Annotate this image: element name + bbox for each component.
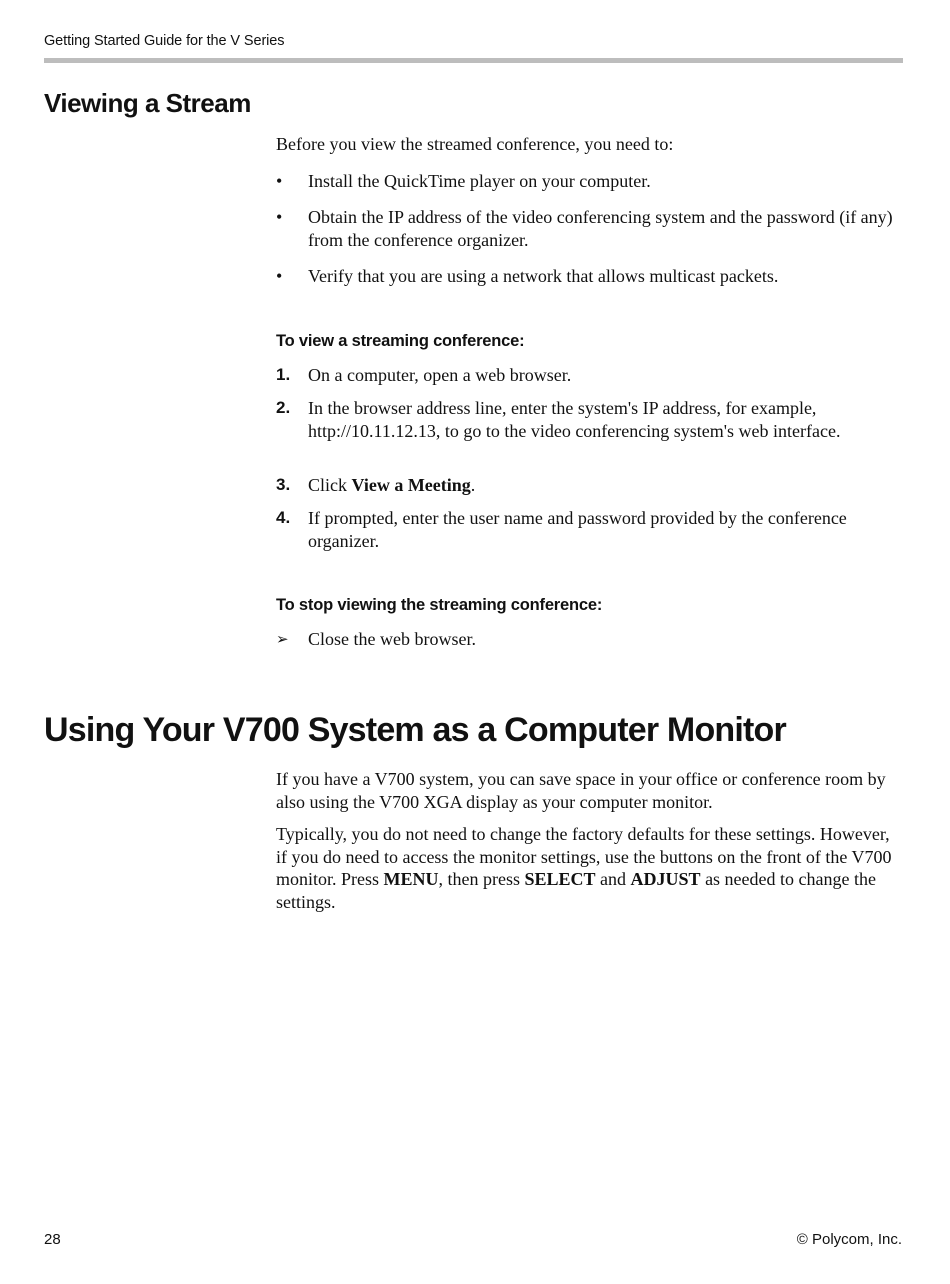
step-text: In the browser address line, enter the system's IP address, for example, http://10.11.12.13, to go to the video conferencing system's web interface. bbox=[308, 398, 841, 441]
arrow-marker-icon: ➢ bbox=[276, 630, 289, 648]
bullet-text: Install the QuickTime player on your computer. bbox=[308, 171, 651, 191]
step-text: If prompted, enter the user name and password provided by the conference organizer. bbox=[308, 508, 847, 551]
procedure-heading-view: To view a streaming conference: bbox=[276, 332, 525, 350]
bullet-marker: • bbox=[276, 171, 283, 191]
bullet-marker: • bbox=[276, 266, 283, 286]
bullet-text: Verify that you are using a network that allows multicast packets. bbox=[308, 266, 779, 286]
bullet-text: Obtain the IP address of the video conferencing system and the password (if any) from the conference organizer. bbox=[308, 207, 893, 250]
step-text: Click View a Meeting. bbox=[308, 475, 476, 495]
step-number: 4. bbox=[276, 508, 291, 527]
section-title-viewing-stream: Viewing a Stream bbox=[44, 88, 251, 118]
section-title-computer-monitor: Using Your V700 System as a Computer Monitor bbox=[44, 711, 786, 749]
step-text: On a computer, open a web browser. bbox=[308, 365, 572, 385]
page-number: 28 bbox=[44, 1231, 61, 1248]
button-label-select: SELECT bbox=[524, 869, 596, 889]
step-number: 1. bbox=[276, 365, 291, 384]
step-number: 2. bbox=[276, 398, 291, 417]
copyright-notice: © Polycom, Inc. bbox=[796, 1231, 902, 1248]
intro-paragraph: Before you view the streamed conference, you need to: bbox=[276, 134, 674, 154]
header-rule bbox=[44, 58, 903, 63]
button-label-menu: MENU bbox=[383, 869, 439, 889]
monitor-paragraph-2: Typically, you do not need to change the factory defaults for these settings. However, if you do need to access the monitor settings, use the buttons on the front of the V700 monitor. Press MENU, then press SELECT and ADJUST as needed to change the settings. bbox=[276, 824, 892, 912]
step-text: Close the web browser. bbox=[308, 629, 476, 649]
bullet-marker: • bbox=[276, 207, 283, 227]
ui-label-view-a-meeting: View a Meeting bbox=[351, 475, 471, 495]
running-header: Getting Started Guide for the V Series bbox=[44, 33, 285, 49]
monitor-paragraph-1: If you have a V700 system, you can save space in your office or conference room by also using the V700 XGA display as your computer monitor. bbox=[276, 769, 886, 812]
button-label-adjust: ADJUST bbox=[630, 869, 701, 889]
procedure-heading-stop: To stop viewing the streaming conference: bbox=[276, 596, 603, 614]
step-number: 3. bbox=[276, 475, 291, 494]
